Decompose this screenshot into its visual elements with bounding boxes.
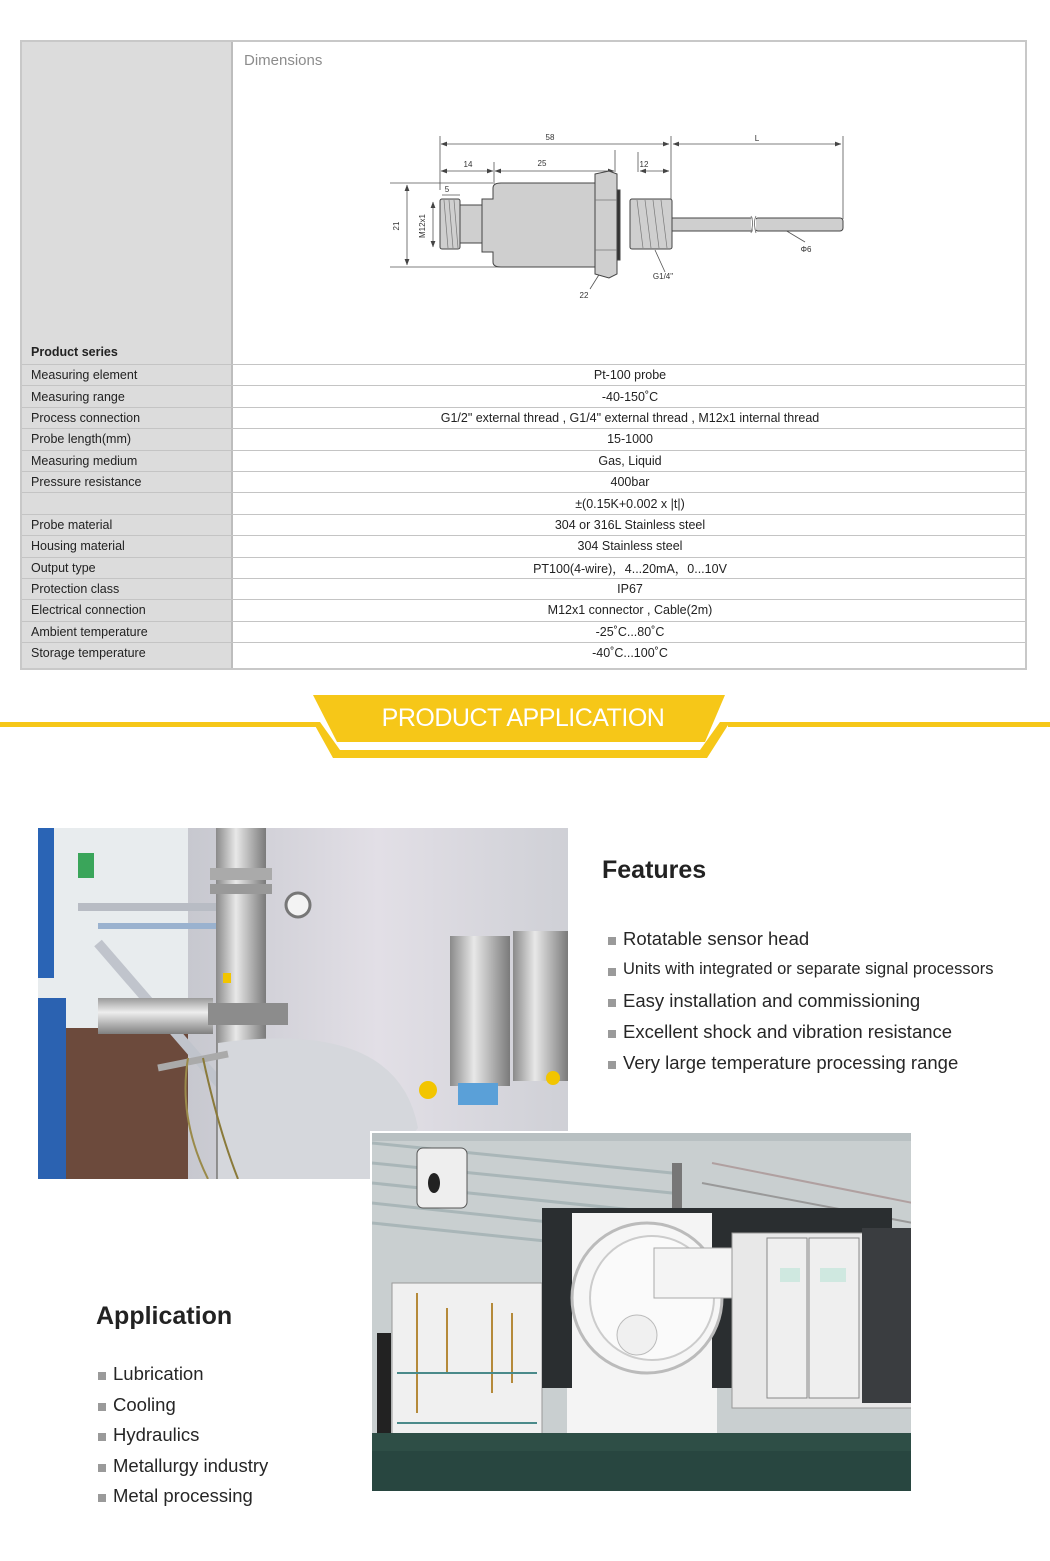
spec-label: Ambient temperature	[31, 624, 148, 639]
spec-row	[22, 557, 1025, 578]
spec-value: PT100(4-wire)，4...20mA，0...10V	[533, 561, 727, 576]
bullet-square-icon	[608, 968, 616, 976]
dimensions-title: Dimensions	[244, 52, 323, 69]
feature-item	[602, 923, 1042, 954]
application-text: Lubrication	[113, 1363, 204, 1384]
spec-label: Probe material	[31, 517, 113, 532]
dim-label-connector-thread: M12x1	[418, 213, 427, 239]
features-list	[602, 923, 1042, 1078]
spec-label: Storage temperature	[31, 646, 146, 661]
feature-item	[602, 1047, 1042, 1078]
spec-value: -25˚C...80˚C	[595, 624, 665, 639]
dim-label-height: 21	[392, 221, 401, 231]
spec-row	[22, 428, 1025, 449]
spec-row	[22, 450, 1025, 471]
banner-title: PRODUCT APPLICATION	[381, 704, 665, 732]
vacuum-furnace-photo	[370, 1131, 911, 1491]
bullet-square-icon	[608, 1061, 616, 1069]
spec-row	[22, 471, 1025, 492]
dim-label-wrench: 22	[579, 291, 589, 300]
spec-row	[22, 621, 1025, 642]
feature-text: Units with integrated or separate signal processors	[623, 960, 994, 978]
spec-label: Measuring element	[31, 368, 138, 383]
feature-text: Excellent shock and vibration resistance	[623, 1021, 953, 1042]
spec-value: 400bar	[610, 475, 650, 490]
bullet-square-icon	[98, 1403, 106, 1411]
features-section	[602, 856, 1042, 1078]
spec-label: Probe length(mm)	[31, 432, 132, 447]
application-item	[96, 1420, 366, 1451]
spec-value: ±(0.15K+0.002 x |t|)	[575, 496, 685, 511]
spec-label: Housing material	[31, 539, 125, 554]
spec-row	[22, 578, 1025, 599]
features-title: Features	[602, 856, 707, 884]
application-text: Metal processing	[113, 1485, 253, 1506]
spec-value: -40-150˚C	[601, 389, 659, 404]
spec-row	[22, 364, 1025, 385]
spec-rows	[22, 364, 1025, 663]
spec-value: 15-1000	[607, 432, 653, 447]
spec-value: IP67	[617, 582, 643, 597]
feature-text: Very large temperature processing range	[623, 1052, 959, 1073]
spec-value: M12x1 connector , Cable(2m)	[547, 603, 713, 618]
application-text: Hydraulics	[113, 1424, 200, 1445]
spec-value: G1/2" external thread , G1/4" external thread , M12x1 internal thread	[440, 410, 820, 425]
product-application-banner	[0, 690, 1050, 765]
application-item	[96, 1390, 366, 1421]
spec-row	[22, 514, 1025, 535]
process-piping-photo	[38, 828, 568, 1179]
bullet-square-icon	[98, 1433, 106, 1441]
spec-label: Measuring range	[31, 389, 125, 404]
spec-value: Gas, Liquid	[598, 453, 662, 468]
spec-row	[22, 492, 1025, 513]
bullet-square-icon	[608, 1030, 616, 1038]
dim-label-connector: 14	[463, 160, 473, 169]
bullet-square-icon	[98, 1464, 106, 1472]
dim-label-probe-diameter: Φ6	[800, 245, 812, 254]
feature-text: Rotatable sensor head	[623, 928, 810, 949]
spec-row	[22, 535, 1025, 556]
feature-item	[602, 954, 1042, 985]
bullet-square-icon	[608, 937, 616, 945]
bullet-square-icon	[608, 999, 616, 1007]
feature-item	[602, 1016, 1042, 1047]
feature-text: Easy installation and commissioning	[623, 990, 921, 1011]
spec-value: Pt-100 probe	[593, 368, 667, 383]
dimension-drawing	[385, 122, 855, 312]
spec-row	[22, 407, 1025, 428]
application-text: Cooling	[113, 1393, 176, 1415]
spec-row	[22, 642, 1025, 663]
dim-label-overall: 58	[545, 133, 555, 142]
dimensions-cell	[235, 42, 1025, 364]
product-series-label: Product series	[31, 345, 118, 359]
spec-label: Output type	[31, 560, 96, 575]
application-item	[96, 1481, 366, 1512]
feature-item	[602, 985, 1042, 1016]
bullet-square-icon	[98, 1372, 106, 1380]
dim-label-process-thread: G1/4"	[652, 272, 674, 281]
dim-label-cable-length: L	[754, 134, 760, 143]
dim-label-body: 25	[537, 159, 547, 168]
dim-label-thread: 12	[639, 160, 649, 169]
bullet-square-icon	[98, 1494, 106, 1502]
spec-table	[20, 40, 1027, 670]
application-section	[96, 1302, 366, 1512]
spec-label: Electrical connection	[31, 603, 146, 618]
spec-value: 304 Stainless steel	[577, 539, 683, 554]
spec-value: 304 or 316L Stainless steel	[554, 517, 706, 532]
dim-label-groove: 5	[444, 185, 450, 194]
application-list	[96, 1359, 366, 1512]
spec-label: Process connection	[31, 410, 141, 425]
spec-label: Protection class	[31, 582, 120, 597]
spec-value: -40˚C...100˚C	[592, 646, 668, 661]
spec-row	[22, 599, 1025, 620]
application-item	[96, 1451, 366, 1482]
application-text: Metallurgy industry	[113, 1454, 269, 1476]
spec-label: Pressure resistance	[31, 475, 142, 490]
application-title: Application	[96, 1302, 233, 1330]
spec-row	[22, 385, 1025, 406]
spec-label: Measuring medium	[31, 453, 138, 468]
application-item	[96, 1359, 366, 1390]
